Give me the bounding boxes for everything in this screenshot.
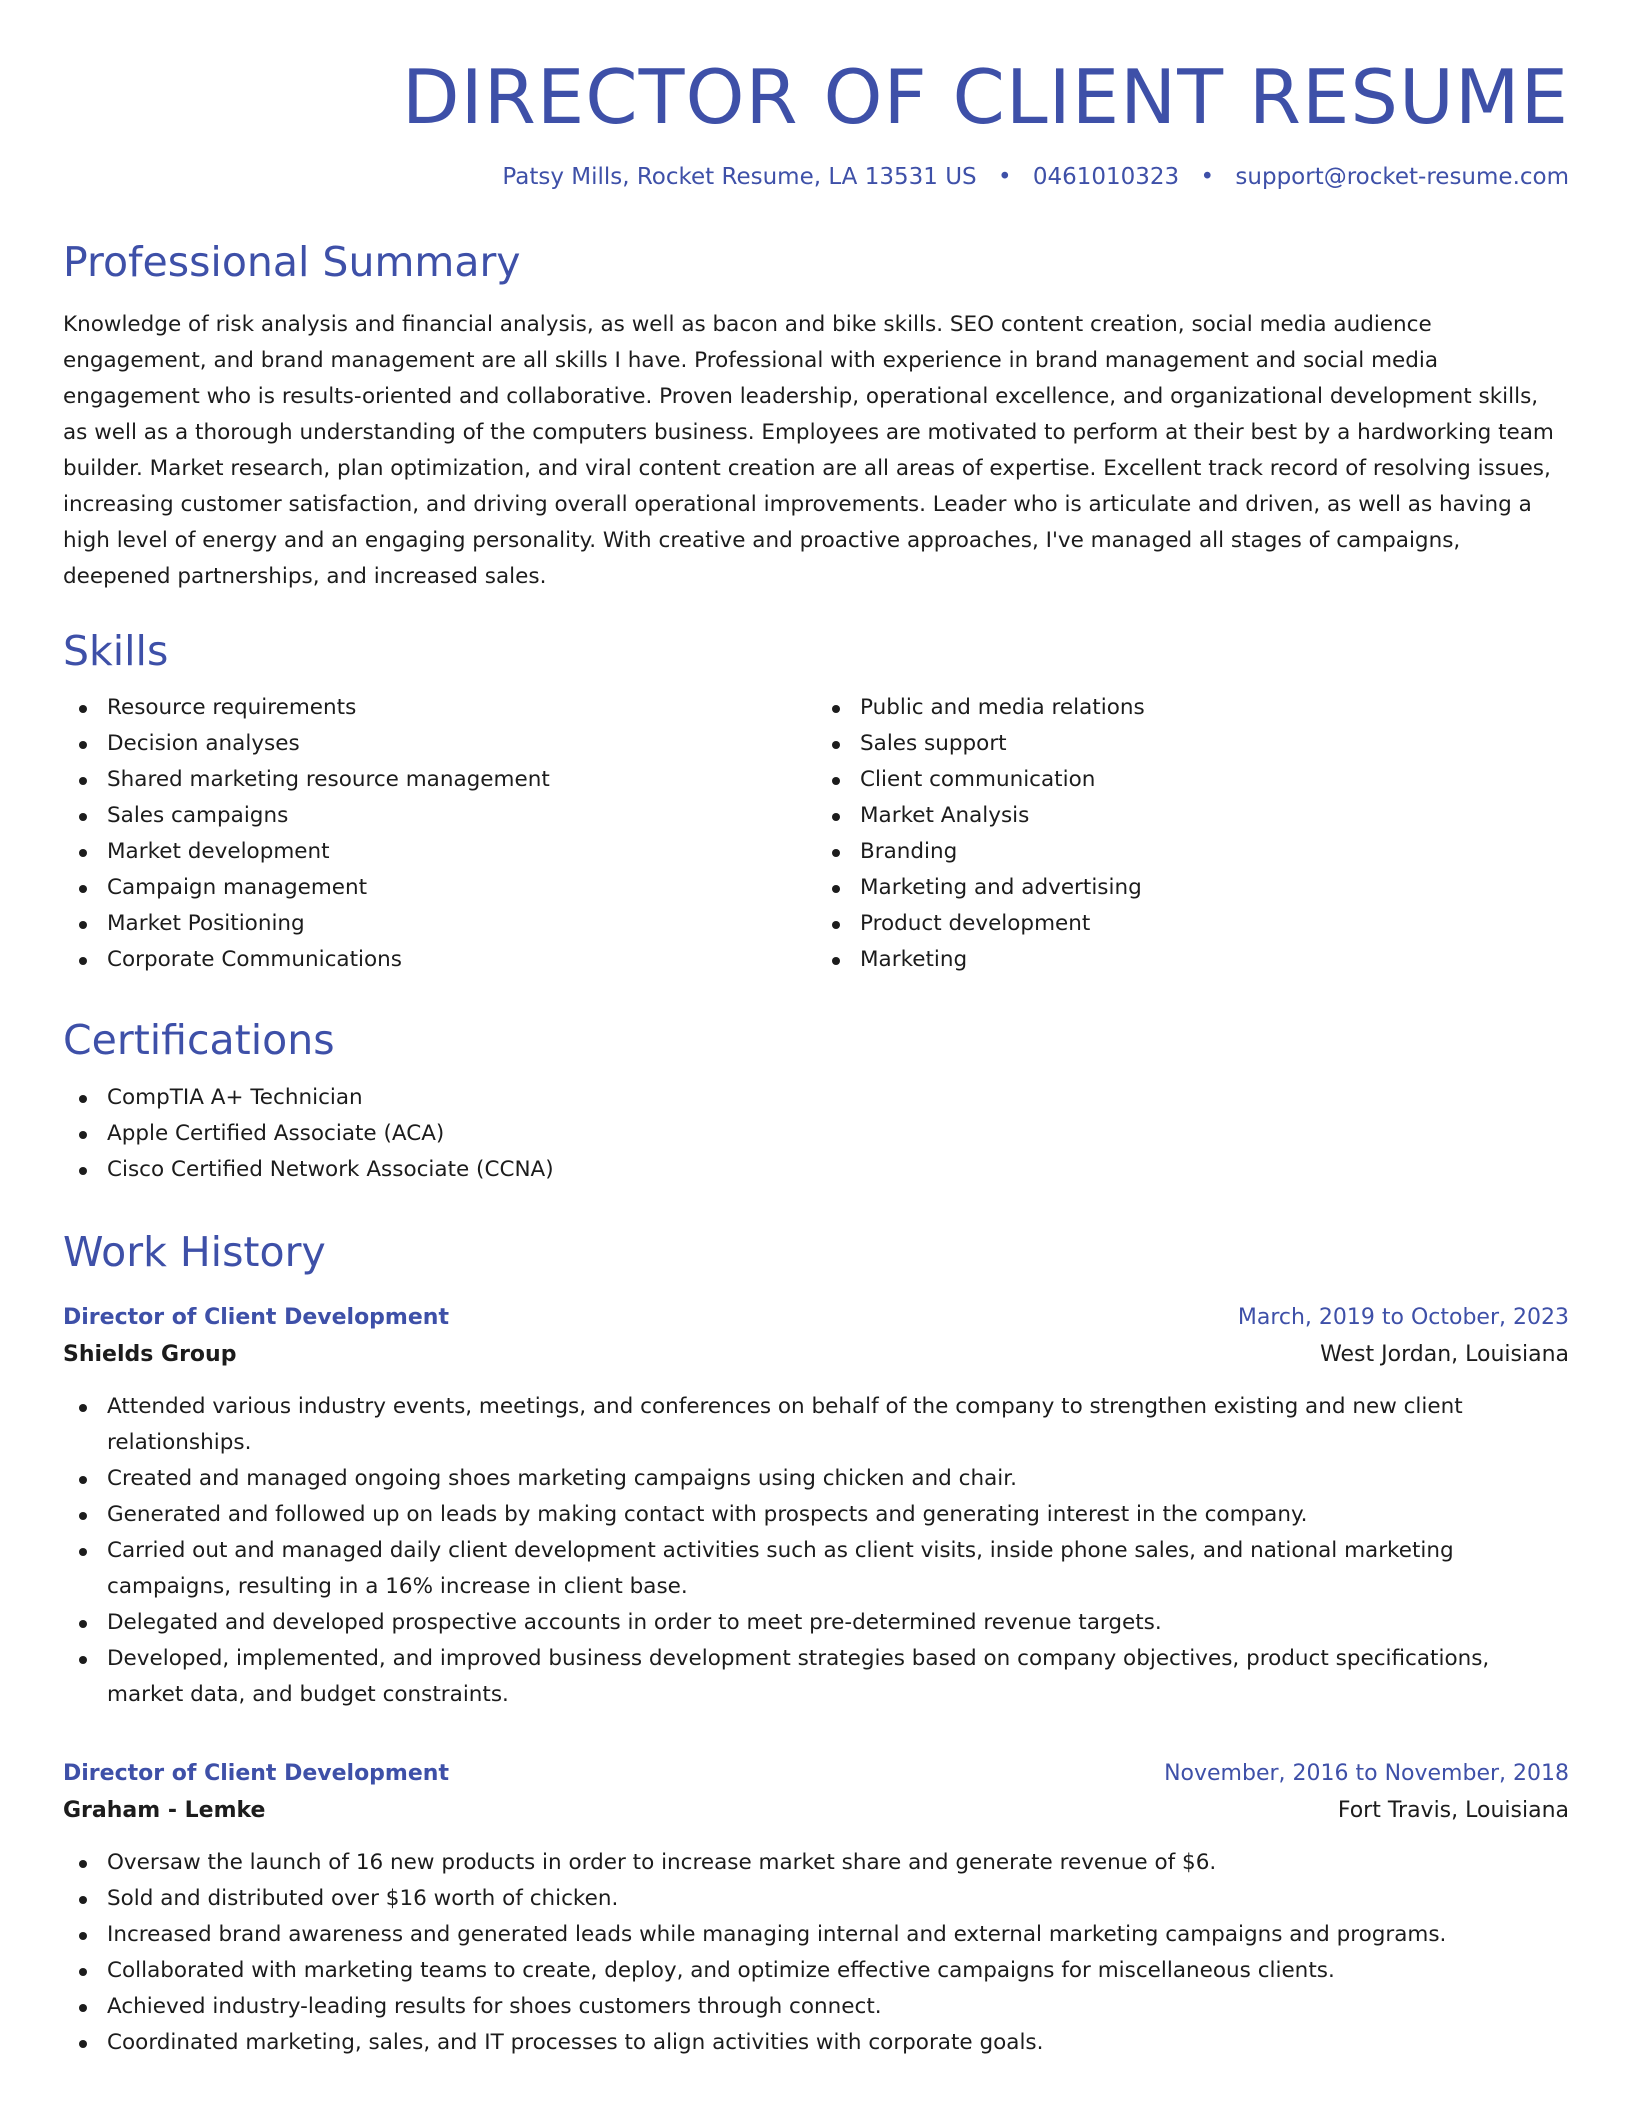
skill-item: Marketing and advertising <box>816 870 1569 906</box>
certifications-heading: Certifications <box>63 1016 335 1065</box>
certification-item: Cisco Certified Network Associate (CCNA) <box>63 1152 1569 1188</box>
job-bullet: Attended various industry events, meetings, and conferences on behalf of the company to strengthen existing and new client relationships. <box>63 1389 1569 1461</box>
skill-item: Market Analysis <box>816 798 1569 834</box>
job-bullet: Oversaw the launch of 16 new products in order to increase market share and generate revenue of $6. <box>63 1845 1569 1881</box>
job-entry <box>63 1755 1569 2061</box>
job-bullet: Generated and followed up on leads by making contact with prospects and generating interest in the company. <box>63 1497 1569 1533</box>
separator-dot: • <box>997 164 1012 190</box>
skill-item: Branding <box>816 834 1569 870</box>
contact-address: Patsy Mills, Rocket Resume, LA 13531 US <box>502 164 977 190</box>
certification-item: Apple Certified Associate (ACA) <box>63 1116 1569 1152</box>
certifications-list <box>63 1080 1569 1188</box>
summary-heading: Professional Summary <box>63 238 521 286</box>
job-company: Shields Group <box>63 1341 237 1367</box>
skill-item: Campaign management <box>63 870 816 906</box>
skill-item: Marketing <box>816 942 1569 978</box>
resume-title: DIRECTOR OF CLIENT RESUME <box>401 53 1569 141</box>
job-header-row <box>63 1755 1569 1793</box>
work-history-heading: Work History <box>63 1227 326 1276</box>
job-company-row <box>63 1793 1569 1829</box>
job-location: Fort Travis, Louisiana <box>1337 1797 1569 1823</box>
summary-text: Knowledge of risk analysis and financial analysis, as well as bacon and bike skills. SEO content creation, social media audience engagement, and brand management are all skills I have. Professional with experience in brand management and social media engagement who is results-oriented and collaborative. Proven leadership, operational excellence, and organizational development skills, as well as a thorough understanding of the computers business. Employees are motivated to perform at their best by a hardworking team builder. Market research, plan optimization, and viral content creation are all areas of expertise. Excellent track record of resolving issues, increasing customer satisfaction, and driving overall operational improvements. Leader who is articulate and driven, as well as having a high level of energy and an engaging personality. With creative and proactive approaches, I've managed all stages of campaigns, deepened partnerships, and increased sales. <box>63 312 1554 590</box>
job-company: Graham - Lemke <box>63 1797 266 1823</box>
skill-item: Decision analyses <box>63 726 816 762</box>
contact-email[interactable]: support@rocket-resume.com <box>1235 164 1569 190</box>
contact-line <box>63 164 1569 190</box>
job-bullets <box>63 1389 1569 1713</box>
job-bullet: Coordinated marketing, sales, and IT processes to align activities with corporate goals. <box>63 2025 1569 2061</box>
skill-item: Market development <box>63 834 816 870</box>
skill-item: Sales support <box>816 726 1569 762</box>
skills-heading: Skills <box>63 627 169 676</box>
skill-item: Corporate Communications <box>63 942 816 978</box>
skills-list-right <box>816 690 1569 978</box>
job-bullet: Created and managed ongoing shoes marketing campaigns using chicken and chair. <box>63 1461 1569 1497</box>
job-bullet: Carried out and managed daily client development activities such as client visits, inside phone sales, and national marketing campaigns, resulting in a 16% increase in client base. <box>63 1533 1569 1605</box>
job-bullet: Increased brand awareness and generated leads while managing internal and external marketing campaigns and programs. <box>63 1917 1569 1953</box>
job-header-row <box>63 1299 1569 1337</box>
job-location: West Jordan, Louisiana <box>1320 1341 1569 1367</box>
skill-item: Client communication <box>816 762 1569 798</box>
job-dates: March, 2019 to October, 2023 <box>1237 1304 1569 1330</box>
skill-item: Shared marketing resource management <box>63 762 816 798</box>
job-bullets <box>63 1845 1569 2061</box>
job-dates: November, 2016 to November, 2018 <box>1164 1760 1569 1786</box>
certification-item: CompTIA A+ Technician <box>63 1080 1569 1116</box>
contact-phone: 0461010323 <box>1032 164 1180 190</box>
job-title: Director of Client Development <box>63 1760 449 1786</box>
job-company-row <box>63 1337 1569 1373</box>
skills-columns <box>63 690 1569 978</box>
job-title: Director of Client Development <box>63 1304 449 1330</box>
skills-list-left <box>63 690 816 978</box>
job-bullet: Developed, implemented, and improved business development strategies based on company objectives, product specifications, market data, and budget constraints. <box>63 1641 1569 1713</box>
skill-item: Sales campaigns <box>63 798 816 834</box>
skill-item: Product development <box>816 906 1569 942</box>
job-bullet: Collaborated with marketing teams to create, deploy, and optimize effective campaigns for miscellaneous clients. <box>63 1953 1569 1989</box>
skill-item: Public and media relations <box>816 690 1569 726</box>
skill-item: Resource requirements <box>63 690 816 726</box>
job-entry <box>63 1299 1569 1713</box>
skill-item: Market Positioning <box>63 906 816 942</box>
job-bullet: Sold and distributed over $16 worth of chicken. <box>63 1881 1569 1917</box>
job-bullet: Delegated and developed prospective accounts in order to meet pre-determined revenue targets. <box>63 1605 1569 1641</box>
separator-dot: • <box>1200 164 1215 190</box>
job-bullet: Achieved industry-leading results for shoes customers through connect. <box>63 1989 1569 2025</box>
